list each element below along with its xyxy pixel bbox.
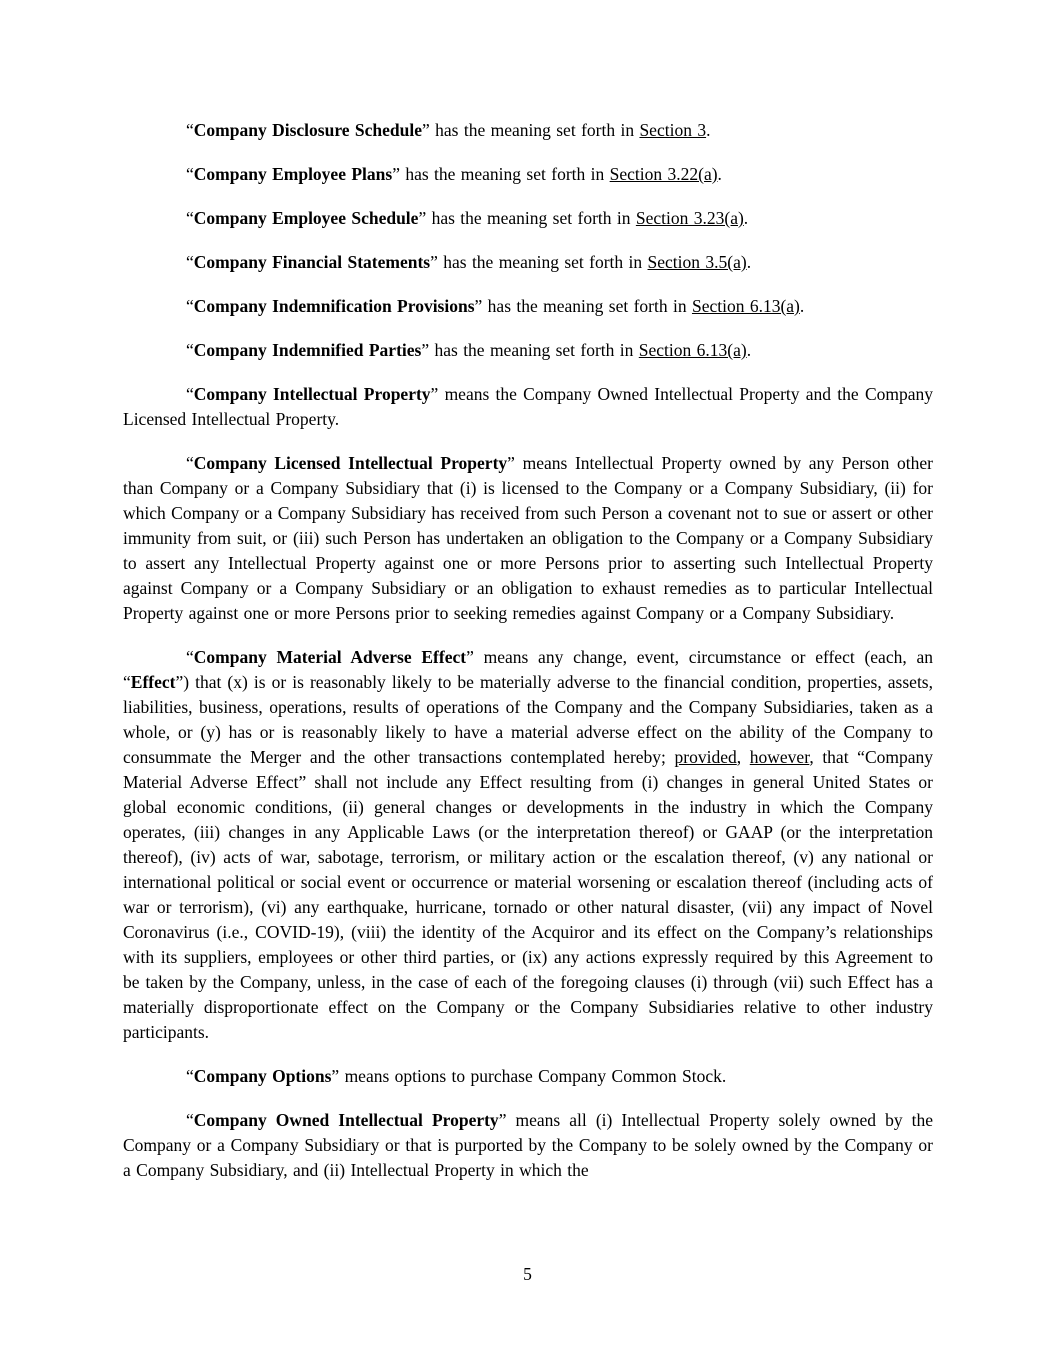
text-run: provided: [674, 747, 737, 767]
text-run: “: [186, 120, 194, 140]
defined-term: Company Employee Schedule: [193, 208, 419, 228]
text-run: “: [186, 453, 194, 473]
text-run: ” means any change, event, circumstance or effect (each, an “: [123, 647, 933, 692]
text-run: ” has the meaning set forth in: [430, 252, 648, 272]
definition-paragraph: [123, 162, 933, 187]
text-run: ” means Intellectual Property owned by any Person other than Company or a Company Subsidiary that (i) is licensed to the Company or a Company Subsidiary, (ii) for which Company or a Company Subsidiary has received from such Person a covenant not to sue or assert or other immunity from suit, or (iii) such Person has undertaken an obligation to the Company or a Company Subsidiary to assert any Intellectual Property against one or more Persons prior to asserting such Intellectual Property against Company or a Company Subsidiary or an obligation to exhaust remedies as to particular Intellectual Property against one or more Persons prior to seeking remedies against Company or a Company Subsidiary.: [123, 453, 933, 623]
defined-term: Company Indemnification Provisions: [193, 296, 475, 316]
defined-term: Company Disclosure Schedule: [193, 120, 423, 140]
definition-paragraph: [123, 1064, 933, 1089]
section-reference-link[interactable]: Section 6.13(a): [691, 296, 800, 316]
text-run: .: [746, 252, 752, 272]
text-run: ” means options to purchase Company Common Stock.: [331, 1066, 727, 1086]
section-reference-link[interactable]: Section 3.22(a): [609, 164, 718, 184]
text-run: ” has the meaning set forth in: [474, 296, 692, 316]
section-reference-link[interactable]: Section 3.5(a): [647, 252, 747, 272]
text-run: ” has the meaning set forth in: [421, 340, 639, 360]
defined-term: Company Owned Intellectual Property: [193, 1110, 499, 1130]
text-run: ” means the Company Owned Intellectual Property and the Company Licensed Intellectual Property.: [123, 384, 933, 429]
defined-term: Company Licensed Intellectual Property: [193, 453, 508, 473]
definition-paragraph: [123, 645, 933, 1045]
defined-term: Company Indemnified Parties: [193, 340, 422, 360]
section-reference-link[interactable]: Section 3: [639, 120, 707, 140]
text-run: , that “Company Material Adverse Effect” shall not include any Effect resulting from (i) changes in general United States or global economic conditions, (ii) general changes or developments in the industry in which the Company operates, (iii) changes in any Applicable Laws (or the interpretation thereof) or GAAP (or the interpretation thereof), (iv) acts of war, sabotage, terrorism, or military action or the escalation thereof, (v) any national or international political or social event or occurrence or material worsening or escalation thereof (including acts of war or terrorism), (vi) any earthquake, hurricane, tornado or other natural disaster, (vii) any impact of Novel Coronavirus (i.e., COVID-19), (viii) the identity of the Acquiror and its effect on the Company’s relationships with its suppliers, employees or other third parties, or (ix) any actions expressly required by this Agreement to be taken by the Company, unless, in the case of each of the foregoing clauses (i) through (vii) such Effect has a materially disproportionate effect on the Company or the Company Subsidiaries relative to other industry participants.: [123, 747, 934, 1042]
document-body: [123, 118, 933, 1183]
defined-term: Company Intellectual Property: [193, 384, 431, 404]
text-run: ”) that (x) is or is reasonably likely to be materially adverse to the financial condition, properties, assets, liabilities, business, operations, results of operations of the Company and the Company Subsidiaries, taken as a whole, or (y) has or is reasonably likely to have a material adverse effect on the ability of the Company to consummate the Merger and the other transactions contemplated hereby;: [123, 672, 933, 767]
text-run: “: [186, 208, 194, 228]
definition-paragraph: [123, 118, 933, 143]
definition-paragraph: [123, 206, 933, 231]
text-run: .: [743, 208, 749, 228]
definition-paragraph: [123, 382, 933, 432]
text-run: .: [799, 296, 805, 316]
text-run: ” has the meaning set forth in: [418, 208, 636, 228]
text-run: “: [186, 164, 194, 184]
section-reference-link[interactable]: Section 6.13(a): [638, 340, 747, 360]
text-run: .: [717, 164, 722, 184]
text-run: “: [186, 252, 194, 272]
text-run: .: [706, 120, 711, 140]
page-number: 5: [523, 1264, 532, 1284]
text-run: however: [749, 747, 810, 767]
defined-term: Company Material Adverse Effect: [193, 647, 467, 667]
text-run: ” means all (i) Intellectual Property solely owned by the Company or a Company Subsidiary or that is purported by the Company to be solely owned by the Company or a Company Subsidiary, and (ii) Intellectual Property in which the: [123, 1110, 934, 1180]
text-run: ,: [736, 747, 750, 767]
text-run: .: [746, 340, 752, 360]
text-run: “: [186, 1066, 194, 1086]
text-run: “: [186, 647, 194, 667]
defined-term: Effect: [130, 672, 176, 692]
text-run: “: [186, 340, 194, 360]
text-run: ” has the meaning set forth in: [422, 120, 640, 140]
defined-term: Company Employee Plans: [193, 164, 393, 184]
defined-term: Company Options: [193, 1066, 332, 1086]
text-run: “: [186, 384, 194, 404]
definition-paragraph: [123, 294, 933, 319]
text-run: “: [186, 1110, 194, 1130]
section-reference-link[interactable]: Section 3.23(a): [635, 208, 744, 228]
definition-paragraph: [123, 338, 933, 363]
definition-paragraph: [123, 1108, 933, 1183]
definition-paragraph: [123, 250, 933, 275]
defined-term: Company Financial Statements: [193, 252, 431, 272]
text-run: “: [186, 296, 194, 316]
text-run: ” has the meaning set forth in: [392, 164, 610, 184]
definition-paragraph: [123, 451, 933, 626]
